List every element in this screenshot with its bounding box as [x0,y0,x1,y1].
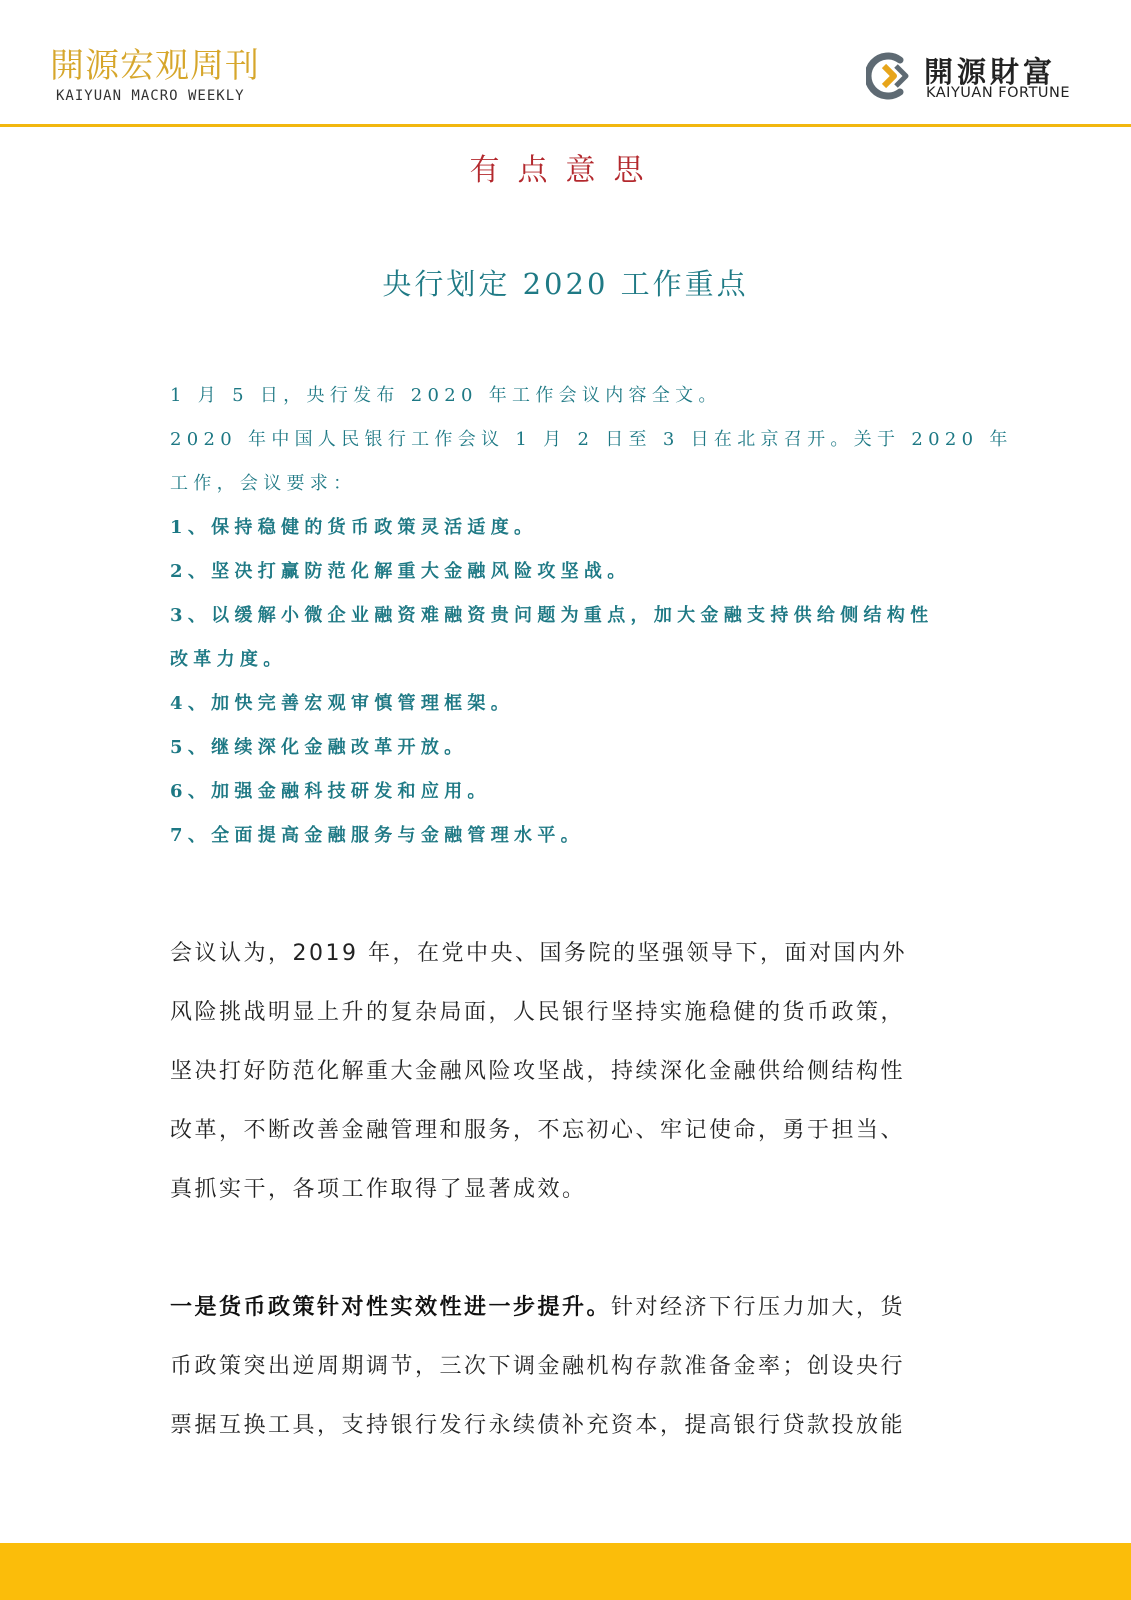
paragraph-monetary-policy [170,1278,970,1455]
brand-title: 開源宏观周刊 [50,46,260,86]
paragraph-line: 改革，不断改善金融管理和服务，不忘初心、牢记使命，勇于担当、 [170,1118,906,1143]
logo-text-en: KAIYUAN FORTUNE [926,85,1071,101]
intro-line: 工作，会议要求： [170,473,357,494]
requirement-item: 7、全面提高金融服务与金融管理水平。 [170,825,584,846]
paragraph-line: 会议认为，2019 年，在党中央、国务院的坚强领导下，面对国内外 [170,941,907,966]
paragraph-line: 币政策突出逆周期调节，三次下调金融机构存款准备金率；创设央行 [170,1354,906,1379]
page-header [0,0,1131,128]
paragraph-line: 风险挑战明显上升的复杂局面，人民银行坚持实施稳健的货币政策， [170,1000,906,1025]
requirement-item: 5、继续深化金融改革开放。 [170,737,468,758]
requirement-item: 改革力度。 [170,649,287,670]
paragraph-line: 票据互换工具，支持银行发行永续债补充资本，提高银行贷款投放能 [170,1413,906,1438]
kaiyuan-logo-icon [866,52,914,100]
requirement-item: 6、加强金融科技研发和应用。 [170,781,491,802]
brand-subtitle: KAIYUAN MACRO WEEKLY [56,88,245,104]
footer-bar [0,1543,1131,1600]
paragraph-line [170,1278,970,1337]
paragraph-lead-bold: 一是货币政策针对性实效性进一步提升。 [170,1295,612,1320]
paragraph-line: 真抓实干，各项工作取得了显著成效。 [170,1177,587,1202]
intro-line: 2020 年中国人民银行工作会议 1 月 2 日至 3 日在北京召开。关于 2020 年 [170,429,1013,450]
intro-line: 1 月 5 日，央行发布 2020 年工作会议内容全文。 [170,385,722,406]
intro-block [170,374,1013,858]
logo-text-cn: 開源財富 [924,55,1057,89]
requirement-item: 2、坚决打赢防范化解重大金融风险攻坚战。 [170,561,631,582]
section-title: 有点意思 [469,153,662,188]
header-divider [0,124,1131,127]
paragraph-meeting-summary [170,924,970,1219]
requirement-item: 1、保持稳健的货币政策灵活适度。 [170,517,538,538]
paragraph-text: 针对经济下行压力加大，货 [611,1295,906,1320]
requirement-item: 3、以缓解小微企业融资难融资贵问题为重点，加大金融支持供给侧结构性 [170,605,934,626]
article-title: 央行划定 2020 工作重点 [382,267,749,301]
requirement-item: 4、加快完善宏观审慎管理框架。 [170,693,515,714]
paragraph-line: 坚决打好防范化解重大金融风险攻坚战，持续深化金融供给侧结构性 [170,1059,906,1084]
